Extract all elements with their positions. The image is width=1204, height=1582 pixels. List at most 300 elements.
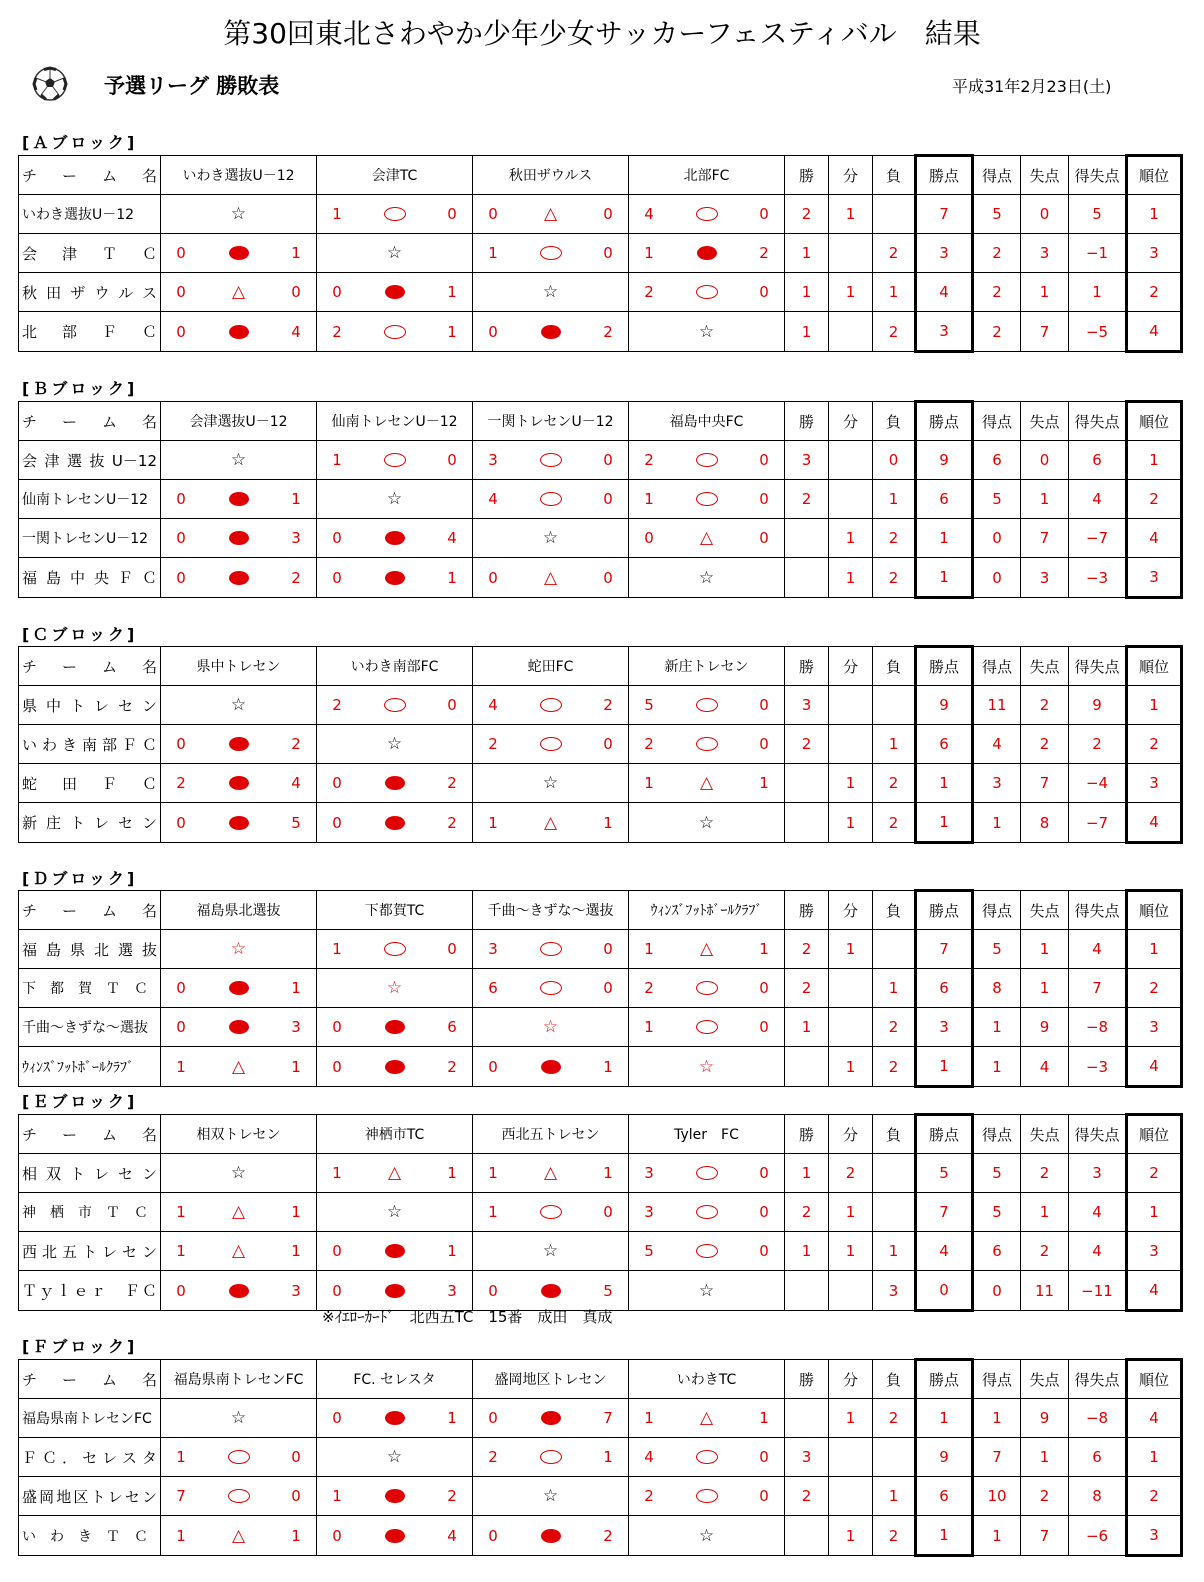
header-goal-diff: 得失点 [1069, 647, 1127, 686]
header-team-name: チ ー ム 名 [19, 891, 161, 930]
loss-marker-icon [229, 1020, 249, 1034]
score-left: 2 [176, 774, 186, 792]
losses: 2 [873, 558, 916, 598]
score-left: 1 [332, 940, 342, 958]
match-score [317, 774, 472, 792]
score-left: 0 [332, 283, 342, 301]
self-match-star-icon: ☆ [698, 1525, 715, 1546]
wins: 2 [785, 1193, 829, 1232]
win-marker-icon [540, 698, 562, 712]
league-table [18, 400, 1183, 599]
match-result [473, 1154, 629, 1193]
header-win: 勝 [785, 402, 829, 441]
header-goal-diff: 得失点 [1069, 156, 1127, 195]
score-right: 1 [603, 1164, 613, 1182]
match-score [629, 568, 784, 588]
score-left: 1 [644, 940, 654, 958]
header-opponent: いわき南部FC [317, 647, 473, 686]
rank: 1 [1127, 686, 1182, 725]
table-row [19, 930, 1182, 969]
match-score [629, 939, 784, 959]
score-right: 4 [291, 322, 301, 341]
points: 9 [916, 441, 973, 480]
soccer-ball-icon [32, 66, 68, 102]
header-opponent: ｳｨﾝｽﾞﾌｯﾄﾎﾞｰﾙｸﾗﾌﾞ [629, 891, 785, 930]
goals-for: 3 [973, 764, 1021, 803]
goals-against: 2 [1021, 1477, 1069, 1516]
score-right: 5 [291, 813, 301, 832]
score-right: 1 [291, 1242, 301, 1260]
match-score [317, 1447, 472, 1467]
header-goals-for: 得点 [973, 647, 1021, 686]
table-row [19, 1399, 1182, 1438]
score-right: 2 [603, 1526, 613, 1545]
match-score [473, 244, 628, 262]
header-goals-against: 失点 [1021, 891, 1069, 930]
losses: 1 [873, 1232, 916, 1271]
match-score [317, 1163, 472, 1183]
goal-diff: −5 [1069, 312, 1127, 352]
match-result [317, 1516, 473, 1556]
match-score [317, 1409, 472, 1427]
match-result [161, 686, 317, 725]
score-left: 2 [644, 451, 654, 469]
header-goal-diff: 得失点 [1069, 1115, 1127, 1154]
losses [873, 1154, 916, 1193]
team-name: 盛岡地区トレセン [19, 1477, 161, 1516]
league-table [18, 889, 1183, 1088]
match-result [629, 273, 785, 312]
score-right: 0 [759, 451, 769, 469]
score-left: 0 [332, 1018, 342, 1036]
match-score [161, 1487, 316, 1505]
draw-marker-icon: △ [387, 1163, 402, 1183]
draws [829, 1271, 873, 1311]
self-match-star-icon: ☆ [698, 567, 715, 588]
self-match-star-icon: ☆ [386, 489, 403, 509]
league-table [18, 1113, 1183, 1312]
match-result [473, 558, 629, 598]
header-goals-for: 得点 [973, 402, 1021, 441]
header-opponent: 秋田ザウルス [473, 156, 629, 195]
match-result [629, 686, 785, 725]
match-score [629, 1526, 784, 1546]
goals-against: 0 [1021, 195, 1069, 234]
score-left: 1 [488, 1203, 498, 1221]
match-score [317, 1527, 472, 1545]
score-right: 4 [447, 1526, 457, 1545]
header-opponent: 蛇田FC [473, 647, 629, 686]
match-result [317, 1047, 473, 1087]
score-right: 1 [759, 774, 769, 792]
goal-diff: −3 [1069, 558, 1127, 598]
rank: 2 [1127, 480, 1182, 519]
draw-marker-icon: △ [543, 567, 558, 588]
match-result [161, 1047, 317, 1087]
header-goal-diff: 得失点 [1069, 891, 1127, 930]
goals-for: 1 [973, 1047, 1021, 1087]
match-result [317, 519, 473, 558]
match-score [629, 1018, 784, 1036]
team-name: 県中トレセン [19, 686, 161, 725]
loss-marker-icon [697, 246, 717, 260]
match-score [161, 1057, 316, 1077]
score-left: 0 [488, 1281, 498, 1300]
goal-diff: 3 [1069, 1154, 1127, 1193]
goals-for: 0 [973, 1271, 1021, 1311]
header-goals-for: 得点 [973, 156, 1021, 195]
header-goals-against: 失点 [1021, 1115, 1069, 1154]
header-opponent: 盛岡地区トレセン [473, 1360, 629, 1399]
self-match-star-icon: ☆ [542, 1017, 559, 1037]
match-result [161, 725, 317, 764]
match-result [161, 1232, 317, 1271]
match-score [629, 1408, 784, 1428]
score-right: 2 [759, 244, 769, 262]
score-left: 0 [332, 529, 342, 547]
header-opponent: 下都賀TC [317, 891, 473, 930]
match-result [161, 312, 317, 352]
rank: 2 [1127, 969, 1182, 1008]
loss-marker-icon [229, 981, 249, 995]
score-right: 2 [603, 696, 613, 714]
match-result [629, 1271, 785, 1311]
header-opponent: 会津TC [317, 156, 473, 195]
header-points: 勝点 [916, 1115, 973, 1154]
loss-marker-icon [385, 1060, 405, 1074]
draws: 1 [829, 195, 873, 234]
rank: 3 [1127, 1516, 1182, 1556]
match-result [161, 803, 317, 843]
losses: 2 [873, 519, 916, 558]
match-score [473, 1017, 628, 1037]
score-left: 6 [488, 979, 498, 997]
self-match-star-icon: ☆ [698, 812, 715, 833]
goal-diff: 2 [1069, 725, 1127, 764]
score-right: 0 [759, 696, 769, 714]
header-draw: 分 [829, 402, 873, 441]
match-score [161, 323, 316, 341]
header-rank: 順位 [1127, 402, 1182, 441]
wins: 2 [785, 195, 829, 234]
draws: 1 [829, 930, 873, 969]
rank: 4 [1127, 1047, 1182, 1087]
score-left: 2 [644, 735, 654, 753]
header-opponent: 新庄トレセン [629, 647, 785, 686]
goals-against: 2 [1021, 686, 1069, 725]
wins [785, 764, 829, 803]
rank: 1 [1127, 441, 1182, 480]
match-result [473, 969, 629, 1008]
score-left: 5 [644, 1242, 654, 1260]
points: 1 [916, 1516, 973, 1556]
match-result [629, 1047, 785, 1087]
goals-against: 2 [1021, 1232, 1069, 1271]
match-result [317, 558, 473, 598]
goal-diff: −7 [1069, 803, 1127, 843]
match-score [317, 814, 472, 832]
win-marker-icon [696, 1020, 718, 1034]
points: 0 [916, 1271, 973, 1311]
score-left: 1 [644, 1409, 654, 1427]
goals-against: 11 [1021, 1271, 1069, 1311]
loss-marker-icon [229, 325, 249, 339]
draws [829, 234, 873, 273]
header-loss: 負 [873, 1360, 916, 1399]
match-result [473, 519, 629, 558]
match-result [473, 441, 629, 480]
win-marker-icon [540, 492, 562, 506]
loss-marker-icon [385, 1411, 405, 1425]
draw-marker-icon: △ [231, 282, 246, 302]
loss-marker-icon [385, 1529, 405, 1543]
match-result [317, 1271, 473, 1311]
table-row [19, 1008, 1182, 1047]
header-points: 勝点 [916, 647, 973, 686]
match-score [317, 489, 472, 509]
match-score [629, 1281, 784, 1301]
goal-diff: 4 [1069, 1232, 1127, 1271]
win-marker-icon [696, 1244, 718, 1258]
table-row [19, 1193, 1182, 1232]
score-right: 1 [447, 1409, 457, 1427]
goal-diff: −1 [1069, 234, 1127, 273]
rank: 3 [1127, 1232, 1182, 1271]
rank: 3 [1127, 1008, 1182, 1047]
points: 1 [916, 764, 973, 803]
match-score [161, 1018, 316, 1036]
table-row [19, 441, 1182, 480]
match-result [473, 195, 629, 234]
points: 7 [916, 1193, 973, 1232]
goal-diff: 6 [1069, 441, 1127, 480]
win-marker-icon [696, 1450, 718, 1464]
score-left: 0 [176, 529, 186, 547]
draws [829, 1477, 873, 1516]
points: 9 [916, 1438, 973, 1477]
match-score [161, 735, 316, 753]
points: 1 [916, 803, 973, 843]
win-marker-icon [540, 1450, 562, 1464]
table-row [19, 1438, 1182, 1477]
table-row [19, 803, 1182, 843]
score-right: 0 [447, 451, 457, 469]
goals-against: 3 [1021, 234, 1069, 273]
score-right: 0 [603, 490, 613, 508]
wins: 1 [785, 1232, 829, 1271]
header-points: 勝点 [916, 156, 973, 195]
score-left: 2 [644, 979, 654, 997]
draws: 1 [829, 1047, 873, 1087]
header-rank: 順位 [1127, 647, 1182, 686]
table-row [19, 519, 1182, 558]
rank: 4 [1127, 1271, 1182, 1311]
draws: 1 [829, 803, 873, 843]
match-result [317, 1438, 473, 1477]
match-result [161, 1516, 317, 1556]
match-result [317, 1154, 473, 1193]
loss-marker-icon [385, 776, 405, 790]
points: 6 [916, 969, 973, 1008]
table-header-row [19, 1115, 1182, 1154]
win-marker-icon [228, 1489, 250, 1503]
goal-diff: −4 [1069, 764, 1127, 803]
goal-diff: 4 [1069, 1193, 1127, 1232]
match-score [473, 979, 628, 997]
header-draw: 分 [829, 156, 873, 195]
match-score [161, 774, 316, 792]
losses: 2 [873, 1008, 916, 1047]
match-result [473, 764, 629, 803]
score-right: 1 [291, 490, 301, 508]
match-score [629, 979, 784, 997]
losses [873, 686, 916, 725]
losses: 2 [873, 764, 916, 803]
match-score [473, 1203, 628, 1221]
match-score [629, 1203, 784, 1221]
header-loss: 負 [873, 891, 916, 930]
goal-diff: 5 [1069, 195, 1127, 234]
match-score [317, 940, 472, 958]
goal-diff: −8 [1069, 1399, 1127, 1438]
score-right: 1 [603, 1448, 613, 1466]
header-goal-diff: 得失点 [1069, 402, 1127, 441]
team-name: 相双トレセン [19, 1154, 161, 1193]
draw-marker-icon: △ [231, 1241, 246, 1261]
match-score [161, 814, 316, 832]
header-opponent: 福島中央FC [629, 402, 785, 441]
self-match-star-icon: ☆ [230, 450, 247, 470]
rank: 2 [1127, 273, 1182, 312]
self-match-star-icon: ☆ [230, 695, 247, 715]
score-right: 4 [291, 774, 301, 792]
match-score [161, 569, 316, 587]
team-name: ＦＣ．セレスタ [19, 1438, 161, 1477]
header-opponent: 一関トレセンU－12 [473, 402, 629, 441]
match-score [161, 695, 316, 715]
header-points: 勝点 [916, 1360, 973, 1399]
match-result [161, 764, 317, 803]
score-right: 2 [447, 774, 457, 792]
table-header-row [19, 1360, 1182, 1399]
score-left: 0 [332, 1526, 342, 1545]
match-result [317, 1008, 473, 1047]
loss-marker-icon [385, 1284, 405, 1298]
wins: 2 [785, 725, 829, 764]
table-row [19, 969, 1182, 1008]
rank: 4 [1127, 312, 1182, 352]
match-score [473, 528, 628, 548]
wins: 3 [785, 441, 829, 480]
rank: 1 [1127, 930, 1182, 969]
score-left: 0 [332, 1242, 342, 1260]
match-score [161, 1241, 316, 1261]
goal-diff: 4 [1069, 480, 1127, 519]
goal-diff: −6 [1069, 1516, 1127, 1556]
block-label: [Ｂブロック] [22, 379, 138, 398]
match-score [317, 451, 472, 469]
score-right: 3 [291, 1018, 301, 1036]
draw-marker-icon: △ [231, 1056, 246, 1077]
wins [785, 1399, 829, 1438]
team-name: 蛇 田 Ｆ Ｃ [19, 764, 161, 803]
page-title: 第30回東北さわやか少年少女サッカーフェスティバル 結果 [223, 17, 981, 50]
loss-marker-icon [385, 285, 405, 299]
header-opponent: いわき選抜U－12 [161, 156, 317, 195]
match-result [629, 234, 785, 273]
score-right: 0 [603, 979, 613, 997]
points: 1 [916, 1399, 973, 1438]
score-left: 4 [644, 1448, 654, 1466]
match-result [161, 195, 317, 234]
block-label: [Ｅブロック] [22, 1092, 138, 1111]
header-draw: 分 [829, 647, 873, 686]
win-marker-icon [696, 492, 718, 506]
losses: 2 [873, 312, 916, 352]
points: 4 [916, 273, 973, 312]
goals-against: 1 [1021, 1193, 1069, 1232]
score-left: 1 [644, 774, 654, 792]
win-marker-icon [540, 1205, 562, 1219]
self-match-star-icon: ☆ [698, 1280, 715, 1301]
match-result [317, 441, 473, 480]
draws [829, 1438, 873, 1477]
score-right: 1 [447, 1164, 457, 1182]
header-rank: 順位 [1127, 1115, 1182, 1154]
header-rank: 順位 [1127, 891, 1182, 930]
match-result [473, 1008, 629, 1047]
goals-for: 2 [973, 273, 1021, 312]
score-right: 0 [291, 1448, 301, 1466]
draws [829, 725, 873, 764]
score-right: 2 [603, 322, 613, 341]
score-left: 0 [488, 568, 498, 587]
match-score [473, 735, 628, 753]
losses [873, 1438, 916, 1477]
draw-marker-icon: △ [699, 773, 714, 793]
wins: 1 [785, 1008, 829, 1047]
self-match-star-icon: ☆ [698, 1056, 715, 1077]
wins: 2 [785, 969, 829, 1008]
league-table [18, 1358, 1183, 1557]
goal-diff: 7 [1069, 969, 1127, 1008]
score-left: 0 [176, 244, 186, 262]
match-score [473, 568, 628, 588]
header-rank: 順位 [1127, 1360, 1182, 1399]
losses: 1 [873, 725, 916, 764]
score-left: 0 [488, 1057, 498, 1076]
losses: 1 [873, 1477, 916, 1516]
goals-against: 1 [1021, 273, 1069, 312]
match-score [161, 529, 316, 547]
score-right: 2 [447, 813, 457, 832]
rank: 2 [1127, 1154, 1182, 1193]
score-left: 2 [644, 1487, 654, 1505]
match-score [473, 1409, 628, 1427]
goals-for: 4 [973, 725, 1021, 764]
score-right: 2 [291, 735, 301, 753]
loss-marker-icon [385, 816, 405, 830]
header-opponent: 会津選抜U－12 [161, 402, 317, 441]
header-team-name: チ ー ム 名 [19, 647, 161, 686]
draw-marker-icon: △ [543, 812, 558, 833]
self-match-star-icon: ☆ [386, 1202, 403, 1222]
loss-marker-icon [385, 1020, 405, 1034]
points: 3 [916, 234, 973, 273]
match-score [473, 696, 628, 714]
losses: 1 [873, 273, 916, 312]
match-score [629, 322, 784, 342]
